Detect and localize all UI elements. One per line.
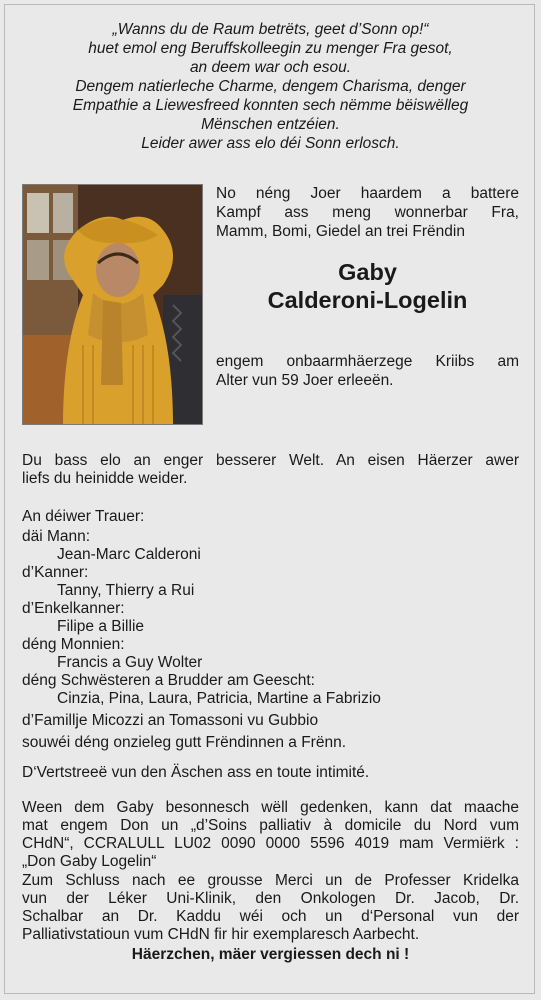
donation-line: Ween dem Gaby besonnesch wëll gedenken, kann dat maache: [22, 799, 519, 816]
family-line: d’Famillje Micozzi an Tomassoni vu Gubbio: [22, 712, 319, 729]
children-label: d’Kanner:: [22, 564, 89, 581]
intro-line: No néng Joer haardem a battere: [216, 185, 519, 202]
message-paragraph: [22, 452, 519, 488]
deceased-name: [216, 258, 519, 314]
intro-line: Kampf ass meng wonnerbar Fra,: [216, 204, 519, 221]
husband-label: däi Mann:: [22, 528, 91, 545]
husband-name: Jean-Marc Calderoni: [57, 546, 201, 563]
cause-text: [216, 352, 519, 390]
portrait-illustration: [23, 185, 203, 425]
siblings-names: Cinzia, Pina, Laura, Patricia, Martine a Fabrizio: [57, 690, 381, 707]
poem-line: huet emol eng Beruffskolleegin zu menger Fra gesot,: [88, 40, 453, 57]
poem-line: Empathie a Liewesfreed konnten sech nëmme bëiswëlleg: [72, 97, 469, 114]
friends-line: souwéi déng onzieleg gutt Frëndinnen a Frënn.: [22, 734, 346, 751]
thanks-paragraph: [22, 872, 519, 944]
cause-line: Alter vun 59 Joer erleeën.: [216, 372, 394, 389]
children-names: Tanny, Thierry a Rui: [57, 582, 195, 599]
thanks-line: Palliativstatioun vum CHdN fir hir exemplaresch Aarbecht.: [22, 926, 420, 943]
ashes-note: D‘Vertstreeë vun den Äschen ass en toute intimité.: [22, 764, 370, 781]
thanks-line: Schalbar an Dr. Kaddu wéi och un d‘Personal vun der: [22, 908, 519, 925]
donation-line: „Don Gaby Logelin“: [22, 853, 157, 870]
poem-line: an deem war och esou.: [189, 59, 352, 76]
inlaws-names: Francis a Guy Wolter: [57, 654, 203, 671]
deceased-first-name: Gaby: [338, 259, 397, 285]
message-line: liefs du heinidde weider.: [22, 470, 188, 487]
siblings-label: déng Schwësteren a Brudder am Geescht:: [22, 672, 315, 689]
poem-line: „Wanns du de Raum betrëts, geet d’Sonn op!“: [112, 21, 429, 38]
mourners-list: [22, 508, 519, 752]
closing-line: Häerzchen, mäer vergiessen dech ni !: [131, 946, 410, 963]
donation-line: mat engem Don un „d’Soins palliativ à domicile du Nord vum: [22, 817, 519, 834]
portrait-photo: [22, 184, 203, 425]
poem-quote: [20, 20, 521, 153]
message-line: Du bass elo an enger besserer Welt. An eisen Häerzer awer: [22, 452, 519, 469]
thanks-line: vun der Léker Uni-Klinik, den Onkologen Dr. Jacob, Dr.: [22, 890, 519, 907]
poem-line: Leider awer ass elo déi Sonn erlosch.: [141, 135, 400, 152]
donation-line: CHdN“, CCRALULL LU02 0090 0000 5596 4019 mam Vermiërk :: [22, 835, 519, 852]
grandchildren-names: Filipe a Billie: [57, 618, 145, 635]
intro-line: Mamm, Bomi, Giedel an trei Frëndin: [216, 223, 465, 240]
poem-line: Mënschen entzéien.: [201, 116, 340, 133]
mourners-heading: An déiwer Trauer:: [22, 508, 145, 525]
thanks-line: Zum Schluss nach ee grousse Merci un de Professer Kridelka: [22, 872, 519, 889]
intro-text: [216, 184, 519, 241]
grandchildren-label: d’Enkelkanner:: [22, 600, 125, 617]
poem-line: Dengem natierleche Charme, dengem Charisma, denger: [75, 78, 466, 95]
deceased-last-name: Calderoni-Logelin: [267, 287, 468, 313]
donation-paragraph: [22, 799, 519, 871]
cause-line: engem onbaarmhäerzege Kriibs am: [216, 353, 519, 370]
inlaws-label: déng Monnien:: [22, 636, 125, 653]
